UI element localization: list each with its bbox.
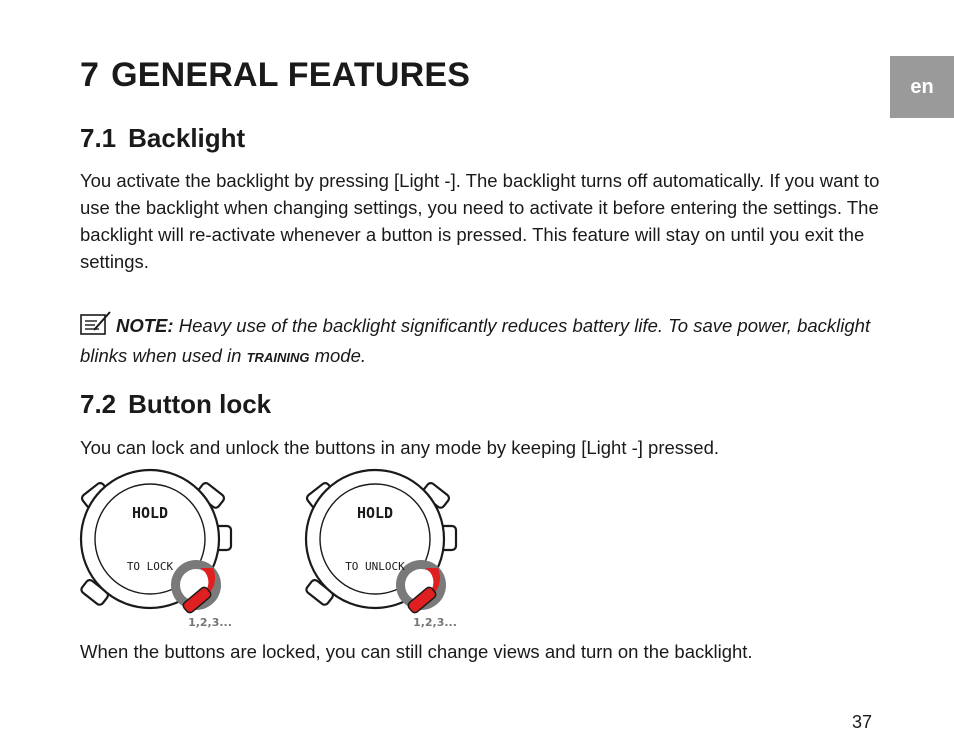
section-number: 7.1 xyxy=(80,123,117,153)
chapter-title xyxy=(80,56,470,95)
training-mode-label: TRAINING xyxy=(246,350,310,365)
page-number: 37 xyxy=(852,712,873,732)
press-count-label: 1,2,3... xyxy=(413,616,457,629)
chapter-number: 7 xyxy=(80,56,100,94)
watch-lock-illustration xyxy=(78,468,238,632)
section-backlight-heading xyxy=(80,123,245,154)
section-title: Backlight xyxy=(128,123,246,153)
watch-display-line1: HOLD xyxy=(131,504,169,522)
backlight-body: You activate the backlight by pressing [Light -]. The backlight turns off automatically. If you want to use the backlight when changing settings, you need to activate it before entering the settings. The backlight will re-activate whenever a button is pressed. This feature will stay on until you exit the settings. xyxy=(80,170,880,272)
watch-display-line1: HOLD xyxy=(356,504,394,522)
watch-display-line2: TO LOCK xyxy=(126,560,174,573)
note-label: NOTE: xyxy=(116,315,174,336)
light-button-pressed xyxy=(171,560,221,614)
buttonlock-intro: You can lock and unlock the buttons in any mode by keeping [Light -] pressed. xyxy=(80,437,720,458)
section-title: Button lock xyxy=(128,389,272,419)
note-text: Heavy use of the backlight significantly reduces battery life. To save power, backlight blinks when used in xyxy=(80,315,871,366)
language-tab[interactable]: en xyxy=(890,56,954,118)
buttonlock-outro: When the buttons are locked, you can still change views and turn on the backlight. xyxy=(80,641,753,662)
note-end: mode. xyxy=(314,345,367,366)
press-count-label: 1,2,3... xyxy=(188,616,232,629)
chapter-title-text: GENERAL FEATURES xyxy=(111,56,471,94)
note-icon xyxy=(80,311,112,342)
watch-unlock-illustration xyxy=(303,468,463,632)
watch-display-line2: TO UNLOCK xyxy=(345,560,405,573)
section-buttonlock-heading xyxy=(80,389,271,420)
section-number: 7.2 xyxy=(80,389,117,419)
backlight-note xyxy=(80,311,880,371)
